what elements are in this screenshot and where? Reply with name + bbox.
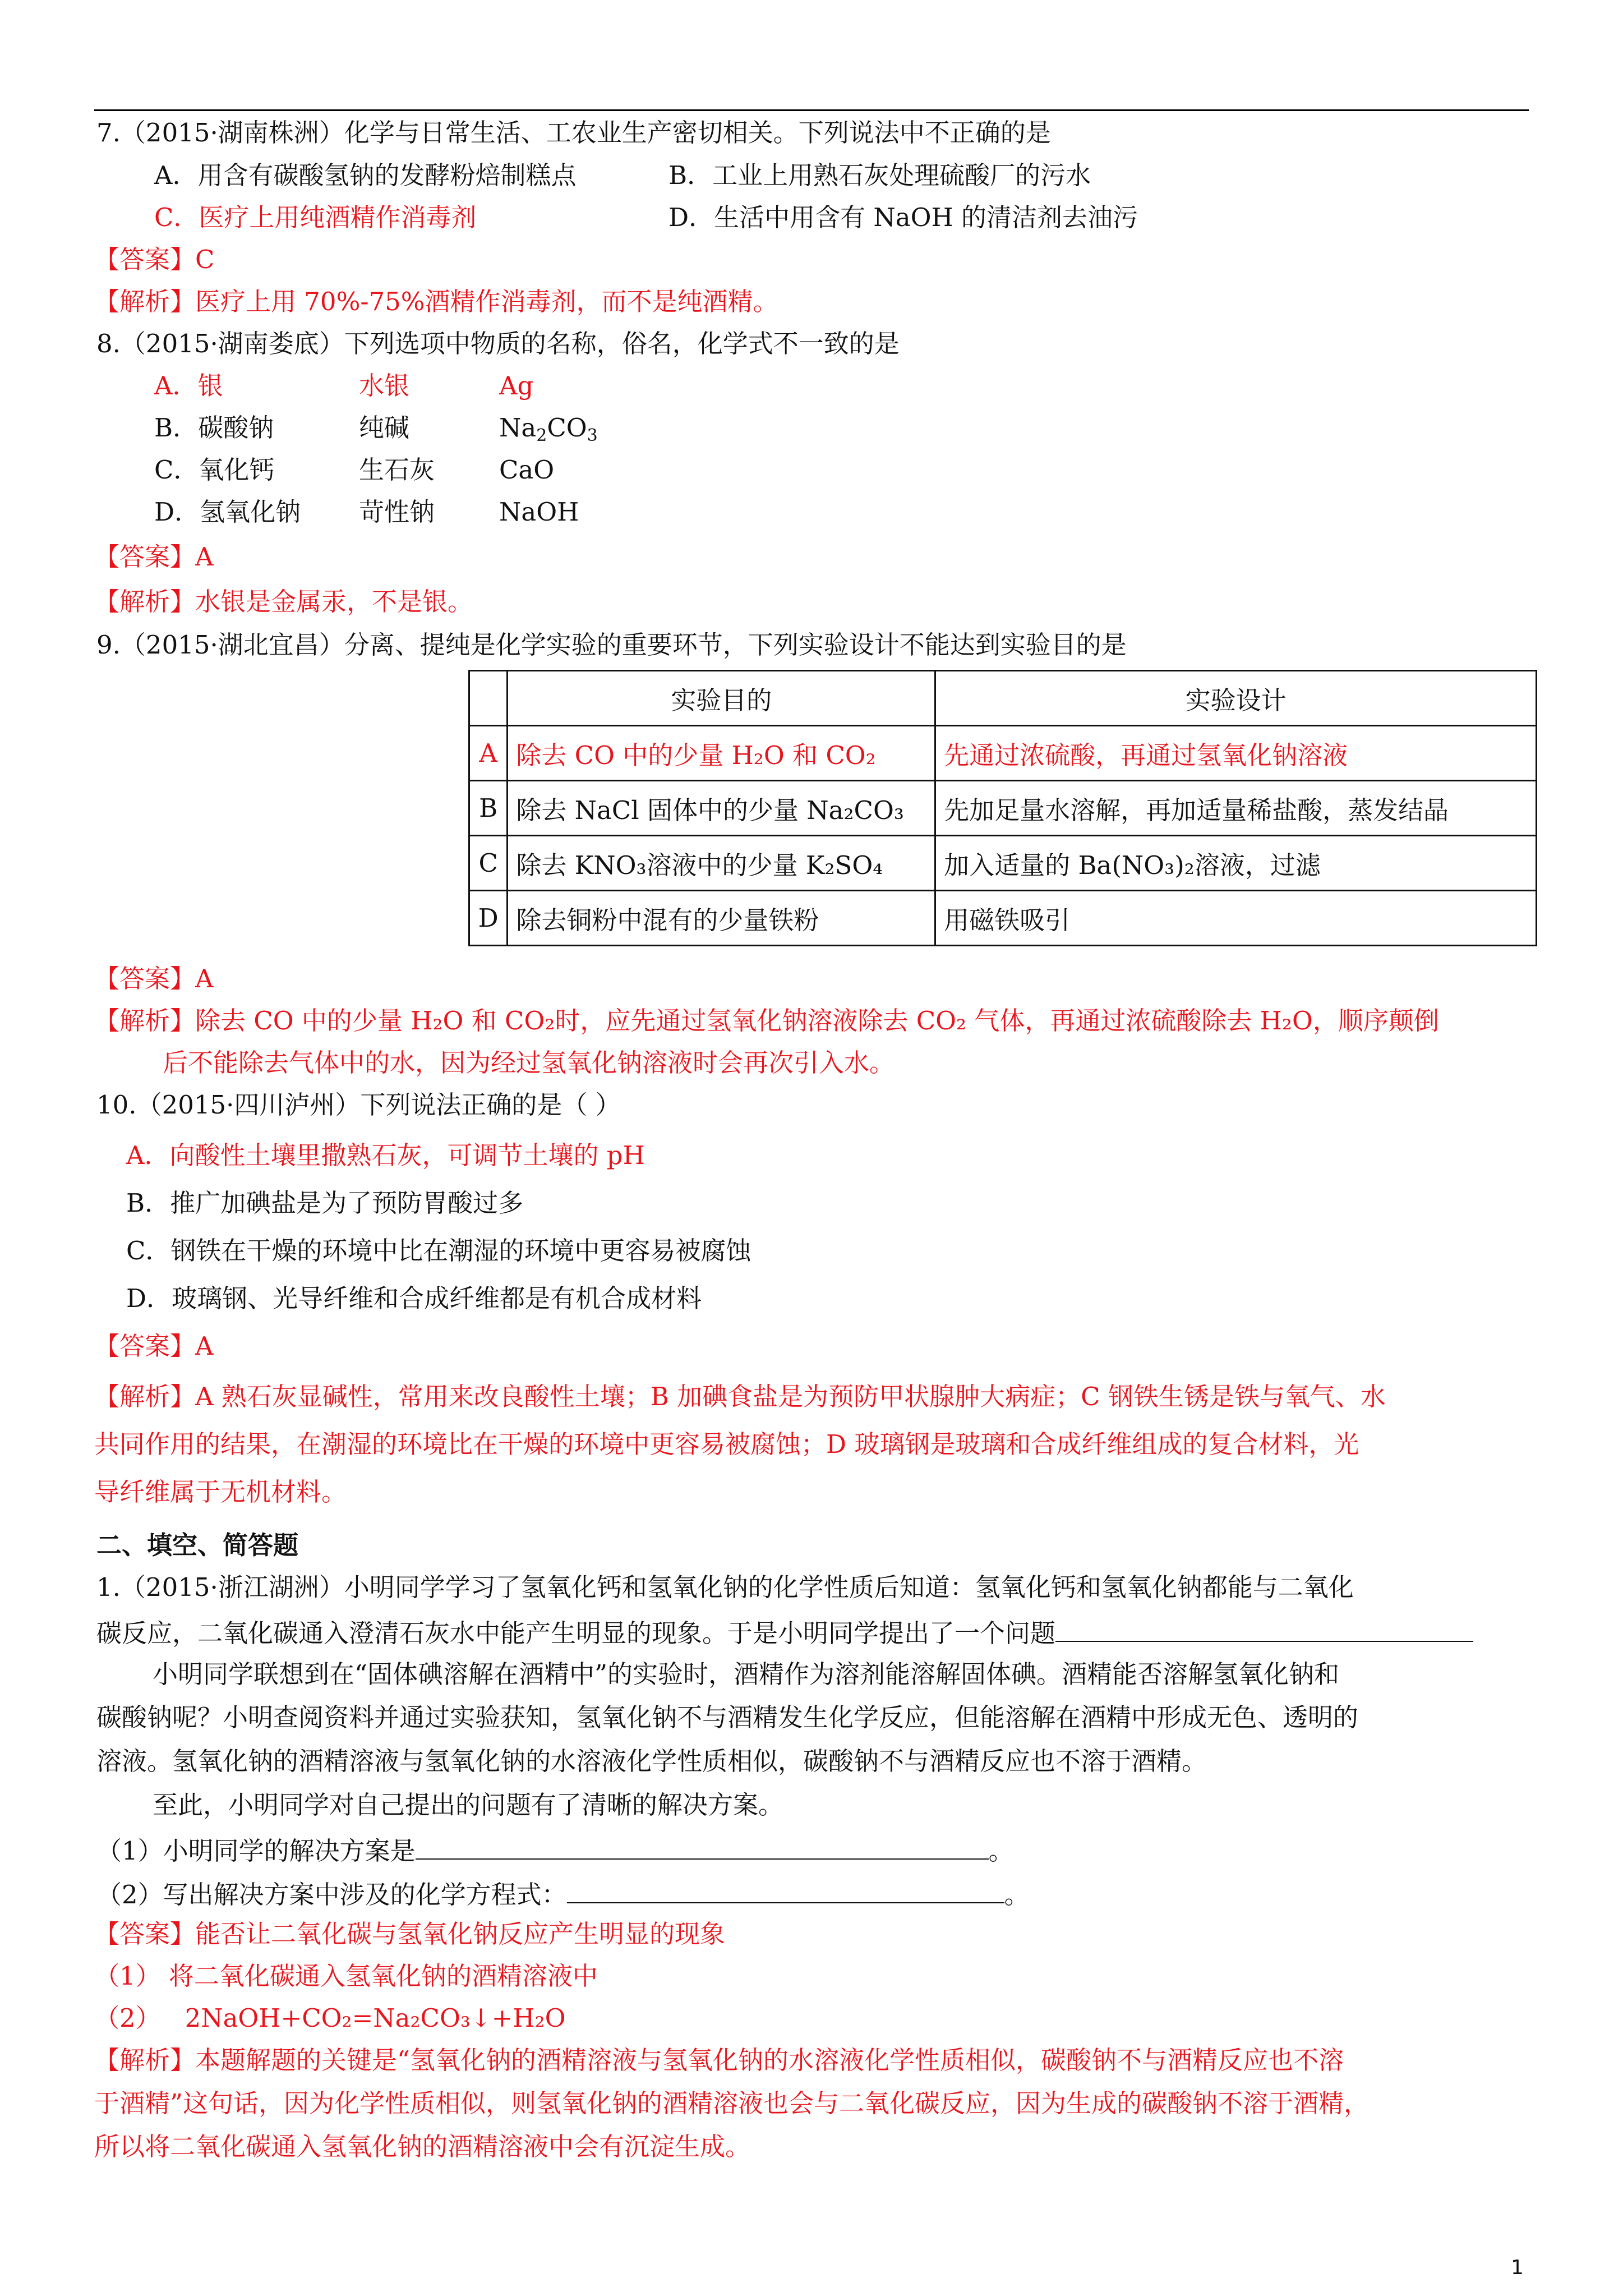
s2-q1-line2: 碳反应，二氧化碳通入澄清石灰水中能产生明显的现象。于是小明同学提出了一个问题 [96, 1614, 1473, 1650]
row-design: 加入适量的 Ba(NO₃)₂溶液，过滤 [935, 836, 1537, 891]
q7-option-c: C．医疗上用纯酒精作消毒剂 [154, 203, 477, 232]
experiment-table [468, 670, 1537, 946]
q7-answer: 【答案】C [94, 245, 215, 274]
s2-sub1: （1）小明同学的解决方案是 。 [96, 1832, 1014, 1868]
q8-option-c-alias: 生石灰 [359, 455, 435, 485]
row-label: A [469, 726, 508, 781]
q9-analysis-line2: 后不能除去气体中的水，因为经过氢氧化钠溶液时会再次引入水。 [163, 1048, 895, 1078]
q7-option-b: B．工业上用熟石灰处理硫酸厂的污水 [668, 160, 1091, 190]
q10-option-b: B．推广加碘盐是为了预防胃酸过多 [126, 1188, 524, 1218]
row-design: 先加足量水溶解，再加适量稀盐酸，蒸发结晶 [935, 781, 1537, 836]
chemical-equation: 2NaOH+CO₂=Na₂CO₃↓+H₂O [185, 2003, 566, 2033]
q10-answer: 【答案】A [94, 1331, 214, 1361]
table-header-design: 实验设计 [935, 671, 1537, 726]
page-number: 1 [1511, 2256, 1524, 2279]
q7-analysis: 【解析】医疗上用 70%-75%酒精作消毒剂，而不是纯酒精。 [94, 287, 778, 316]
table-row [469, 726, 1537, 781]
s2-analysis-line3: 所以将二氧化碳通入氢氧化钠的酒精溶液中会有沉淀生成。 [94, 2132, 751, 2161]
table-header-purpose: 实验目的 [508, 671, 935, 726]
top-rule [94, 109, 1529, 111]
q8-option-b-formula: $Na_2CO_3$ [499, 413, 598, 445]
table-header-row [469, 671, 1537, 726]
s2-q1-line1: 1.（2015·浙江湖洲）小明同学学习了氢氧化钙和氢氧化钠的化学性质后知道：氢氧化钙和氢氧化钠都能与二氧化 [96, 1572, 1354, 1602]
q8-option-a-formula: Ag [499, 371, 534, 401]
q8-option-c-name: C．氧化钙 [154, 455, 275, 485]
row-purpose: 除去 NaCl 固体中的少量 Na₂CO₃ [508, 781, 935, 836]
q10-stem: 10.（2015·四川泸州）下列说法正确的是（ ） [96, 1090, 621, 1120]
s2-analysis-line1: 【解析】本题解题的关键是“氢氧化钠的酒精溶液与氢氧化钠的水溶液化学性质相似，碳酸钠不与酒精反应也不溶 [94, 2045, 1344, 2075]
row-label: C [469, 836, 508, 891]
row-purpose: 除去 KNO₃溶液中的少量 K₂SO₄ [508, 836, 935, 891]
table-row [469, 891, 1537, 946]
q8-option-b-name: B．碳酸钠 [154, 413, 274, 443]
q10-option-d: D．玻璃钢、光导纤维和合成纤维都是有机合成材料 [126, 1283, 702, 1313]
row-label: B [469, 781, 508, 836]
q7-option-a: A．用含有碳酸氢钠的发酵粉焙制糕点 [154, 160, 577, 190]
q9-analysis-line1: 【解析】除去 CO 中的少量 H₂O 和 CO₂时，应先通过氢氧化钠溶液除去 CO₂ 气体，再通过浓硫酸除去 H₂O，顺序颠倒 [94, 1006, 1439, 1036]
q8-option-a-alias: 水银 [359, 371, 410, 401]
row-label: D [469, 891, 508, 946]
q10-option-c: C．钢铁在干燥的环境中比在潮湿的环境中更容易被腐蚀 [126, 1236, 751, 1266]
q8-answer: 【答案】A [94, 542, 214, 572]
q9-stem: 9.（2015·湖北宜昌）分离、提纯是化学实验的重要环节，下列实验设计不能达到实验目的是 [96, 630, 1127, 660]
s2-answer-1: （1） 将二氧化碳通入氢氧化钠的酒精溶液中 [94, 1961, 598, 1991]
s2-q1-line6: 至此，小明同学对自己提出的问题有了清晰的解决方案。 [153, 1790, 784, 1820]
row-design: 用磁铁吸引 [935, 891, 1537, 946]
s2-analysis-line2: 于酒精”这句话，因为化学性质相似，则氢氧化钠的酒精溶液也会与二氧化碳反应，因为生成的碳酸钠不溶于酒精， [94, 2088, 1370, 2118]
q8-option-d-name: D．氢氧化钠 [154, 497, 301, 527]
s2-q1-line5: 溶液。氢氧化钠的酒精溶液与氢氧化钠的水溶液化学性质相似，碳酸钠不与酒精反应也不溶于酒精。 [96, 1746, 1207, 1776]
s2-sub2: （2）写出解决方案中涉及的化学方程式： 。 [96, 1875, 1030, 1912]
table-row [469, 781, 1537, 836]
q8-option-d-alias: 苛性钠 [359, 497, 435, 527]
table-header-blank [469, 671, 508, 726]
q10-analysis-line2: 共同作用的结果，在潮湿的环境比在干燥的环境中更容易被腐蚀；D 玻璃钢是玻璃和合成纤维组成的复合材料，光 [94, 1429, 1359, 1459]
q8-option-a-name: A．银 [154, 371, 223, 401]
q8-option-d-formula: NaOH [499, 497, 579, 527]
q8-analysis: 【解析】水银是金属汞，不是银。 [94, 587, 473, 616]
s2-answer-2: （2） 2NaOH+CO₂=Na₂CO₃↓+H₂O [94, 2003, 566, 2033]
solution-blank[interactable] [416, 1832, 989, 1860]
section-title: 二、填空、简答题 [96, 1530, 299, 1560]
q10-analysis-line1: 【解析】A 熟石灰显碱性，常用来改良酸性土壤；B 加碘食盐是为预防甲状腺肿大病症；C 钢铁生锈是铁与氧气、水 [94, 1382, 1386, 1411]
s2-q1-line3: 小明同学联想到在“固体碘溶解在酒精中”的实验时，酒精作为溶剂能溶解固体碘。酒精能否溶解氢氧化钠和 [153, 1659, 1340, 1689]
s2-answer: 【答案】能否让二氧化碳与氢氧化钠反应产生明显的现象 [94, 1919, 726, 1949]
row-purpose: 除去铜粉中混有的少量铁粉 [508, 891, 935, 946]
q7-option-d: D．生活中用含有 NaOH 的清洁剂去油污 [668, 203, 1138, 232]
q8-option-c-formula: CaO [499, 455, 555, 485]
s2-q1-line4: 碳酸钠呢？小明查阅资料并通过实验获知，氢氧化钠不与酒精发生化学反应，但能溶解在酒精中形成无色、透明的 [96, 1703, 1359, 1732]
equation-blank[interactable] [567, 1875, 1004, 1903]
row-design: 先通过浓硫酸，再通过氢氧化钠溶液 [935, 726, 1537, 781]
q9-answer: 【答案】A [94, 964, 214, 993]
q8-stem: 8.（2015·湖南娄底）下列选项中物质的名称，俗名，化学式不一致的是 [96, 329, 900, 358]
q10-option-a: A．向酸性土壤里撒熟石灰，可调节土壤的 pH [126, 1140, 645, 1170]
q10-analysis-line3: 导纤维属于无机材料。 [94, 1477, 347, 1507]
q7-stem: 7.（2015·湖南株洲）化学与日常生活、工农业生产密切相关。下列说法中不正确的是 [96, 118, 1051, 148]
table-row [469, 836, 1537, 891]
row-purpose: 除去 CO 中的少量 H₂O 和 CO₂ [508, 726, 935, 781]
question-blank[interactable] [1055, 1614, 1473, 1642]
q8-option-b-alias: 纯碱 [359, 413, 410, 443]
